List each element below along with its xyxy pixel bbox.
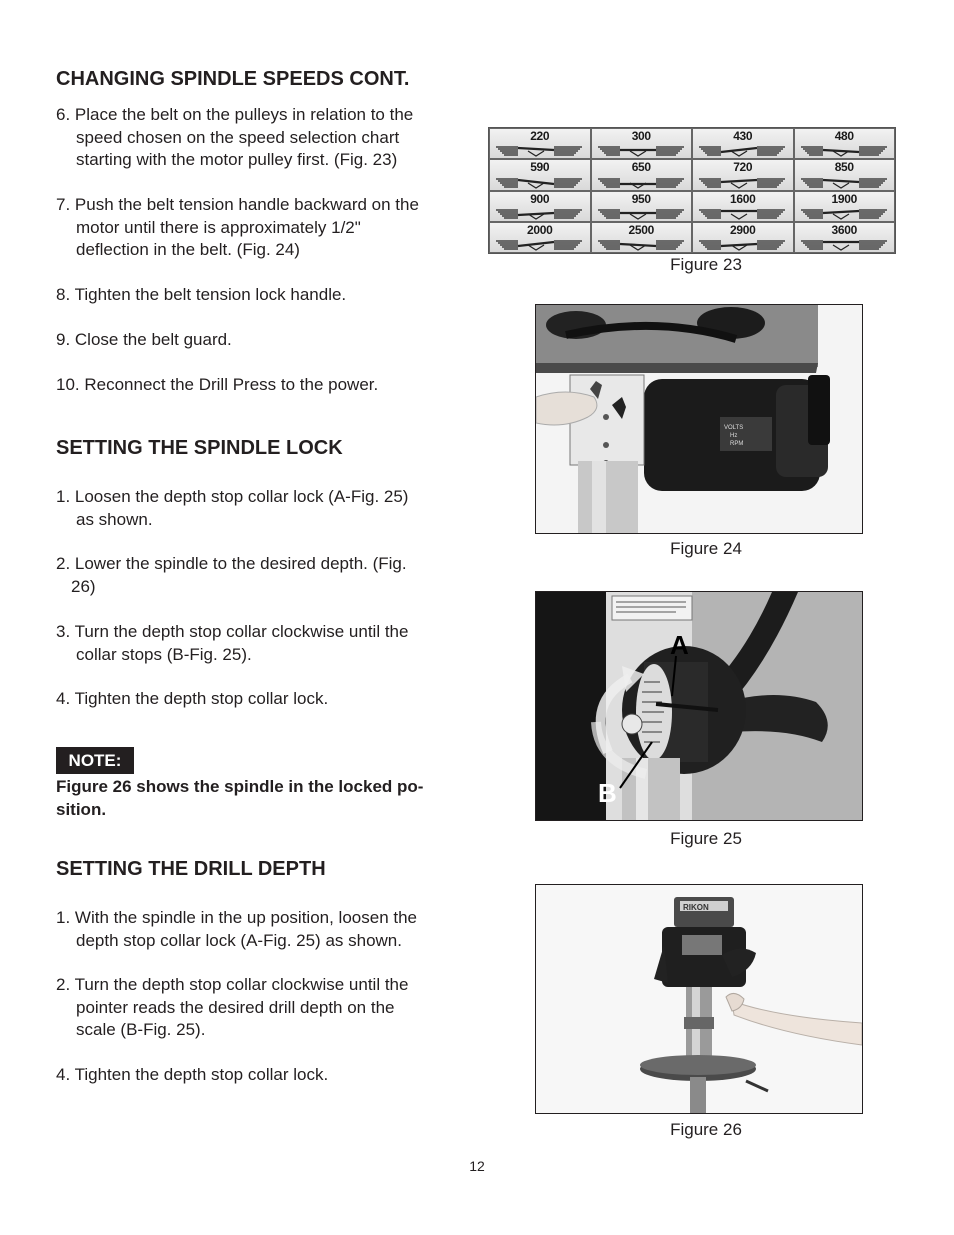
step-speeds-7	[56, 194, 419, 262]
pulley-diagram-icon	[494, 235, 588, 251]
step-line: motor until there is approximately 1/2"	[76, 217, 361, 237]
speed-value: 1900	[831, 191, 857, 206]
section-heading-lock: SETTING THE SPINDLE LOCK	[56, 437, 343, 459]
figure-26-caption: Figure 26	[670, 1120, 742, 1139]
step-line: collar stops (B-Fig. 25).	[76, 644, 252, 664]
speed-value: 2000	[527, 222, 553, 237]
pulley-diagram-icon	[697, 235, 791, 251]
speed-cell	[489, 159, 591, 190]
step-line: 6. Place the belt on the pulleys in relation to the	[56, 105, 414, 124]
speed-value: 950	[631, 191, 651, 206]
motor-label-volts: VOLTS	[724, 425, 744, 431]
speed-value: 900	[530, 191, 550, 206]
speed-cell	[692, 128, 794, 159]
speed-cell	[794, 128, 896, 159]
pulley-diagram-icon	[799, 173, 893, 189]
pulley-diagram-icon	[799, 141, 893, 157]
speed-cell	[489, 128, 591, 159]
step-lock-1	[56, 486, 408, 531]
speed-value: 650	[631, 160, 651, 175]
step-line: 10. Reconnect the Drill Press to the power.	[56, 375, 379, 394]
step-speeds-6	[56, 104, 413, 172]
step-line: 9. Close the belt guard.	[56, 330, 232, 349]
motor-label-rpm: RPM	[730, 441, 744, 447]
section-heading-depth: SETTING THE DRILL DEPTH	[56, 858, 326, 880]
figure-24-photo	[535, 304, 863, 534]
callout-label-b: B	[598, 778, 617, 808]
pulley-diagram-icon	[799, 235, 893, 251]
speed-cell	[692, 191, 794, 222]
speed-value: 300	[631, 129, 651, 143]
step-line: 4. Tighten the depth stop collar lock.	[56, 1065, 329, 1084]
step-line: speed chosen on the speed selection chart	[76, 127, 400, 147]
speed-cell	[692, 222, 794, 253]
step-depth-2	[56, 974, 408, 1042]
speed-cell	[794, 191, 896, 222]
pulley-diagram-icon	[494, 141, 588, 157]
pulley-diagram-icon	[596, 235, 690, 251]
step-line: 4. Tighten the depth stop collar lock.	[56, 689, 329, 708]
speed-value: 2900	[730, 222, 756, 237]
speed-cell	[794, 222, 896, 253]
pulley-diagram-icon	[494, 173, 588, 189]
speed-cell	[591, 222, 693, 253]
figure-25-photo	[535, 591, 863, 821]
motor-label-hz: Hz	[730, 433, 738, 439]
speed-value: 480	[834, 129, 854, 143]
step-line: 1. Loosen the depth stop collar lock (A-Fig. 25)	[56, 487, 409, 506]
speed-value: 590	[530, 160, 550, 175]
step-line: pointer reads the desired drill depth on the	[76, 997, 395, 1017]
speed-cell	[489, 191, 591, 222]
pulley-diagram-icon	[596, 173, 690, 189]
speed-cell	[591, 191, 693, 222]
step-line: depth stop collar lock (A-Fig. 25) as shown.	[76, 930, 402, 950]
step-line: 7. Push the belt tension handle backward on the	[56, 195, 419, 214]
speed-value: 850	[834, 160, 854, 175]
section-heading-speeds: CHANGING SPINDLE SPEEDS CONT.	[56, 68, 410, 90]
step-line: 3. Turn the depth stop collar clockwise until the	[56, 622, 409, 641]
speed-cell	[591, 159, 693, 190]
step-line: 1. With the spindle in the up position, loosen the	[56, 908, 418, 927]
speed-selection-chart	[488, 127, 896, 254]
step-speeds-8	[56, 284, 346, 307]
speed-value: 720	[733, 160, 753, 175]
speed-cell	[591, 128, 693, 159]
speed-cell	[794, 159, 896, 190]
drill-press-locked-illustration	[536, 885, 862, 1113]
depth-stop-collar-illustration	[536, 592, 862, 820]
step-speeds-9	[56, 329, 232, 352]
page-number: 12	[469, 1158, 485, 1174]
step-line: 26)	[71, 576, 96, 596]
speed-cell	[489, 222, 591, 253]
speed-cell	[692, 159, 794, 190]
step-line: 8. Tighten the belt tension lock handle.	[56, 285, 347, 304]
step-lock-2	[56, 553, 407, 598]
figure-23-caption: Figure 23	[670, 255, 742, 274]
belt-tension-illustration	[536, 305, 862, 533]
step-depth-1	[56, 907, 417, 952]
note-text: Figure 26 shows the spindle in the locked po-sition.	[56, 777, 424, 819]
step-lock-3	[56, 621, 408, 666]
pulley-diagram-icon	[697, 141, 791, 157]
speed-value: 3600	[831, 222, 857, 237]
pulley-diagram-icon	[697, 204, 791, 220]
step-line: 2. Lower the spindle to the desired depth. (Fig.	[56, 554, 407, 573]
step-line: as shown.	[76, 509, 153, 529]
step-line: 2. Turn the depth stop collar clockwise until the	[56, 975, 409, 994]
speed-value: 430	[733, 129, 753, 143]
note-badge: NOTE:	[56, 747, 134, 774]
step-line: starting with the motor pulley first. (Fig. 23)	[76, 150, 398, 169]
figure-26-photo	[535, 884, 863, 1114]
pulley-diagram-icon	[697, 173, 791, 189]
speed-value: 2500	[628, 222, 654, 237]
step-line: scale (B-Fig. 25).	[76, 1020, 206, 1039]
figure-25-caption: Figure 25	[670, 829, 742, 848]
figure-24-caption: Figure 24	[670, 539, 742, 558]
pulley-diagram-icon	[596, 204, 690, 220]
brand-logo: RIKON	[683, 903, 709, 912]
step-line: deflection in the belt. (Fig. 24)	[76, 240, 300, 259]
pulley-diagram-icon	[799, 204, 893, 220]
step-speeds-10	[56, 374, 378, 397]
step-lock-4	[56, 688, 328, 711]
pulley-diagram-icon	[596, 141, 690, 157]
pulley-diagram-icon	[494, 204, 588, 220]
speed-value: 220	[530, 129, 550, 143]
step-depth-4	[56, 1064, 328, 1087]
speed-value: 1600	[730, 191, 756, 206]
callout-label-a: A	[670, 630, 689, 660]
